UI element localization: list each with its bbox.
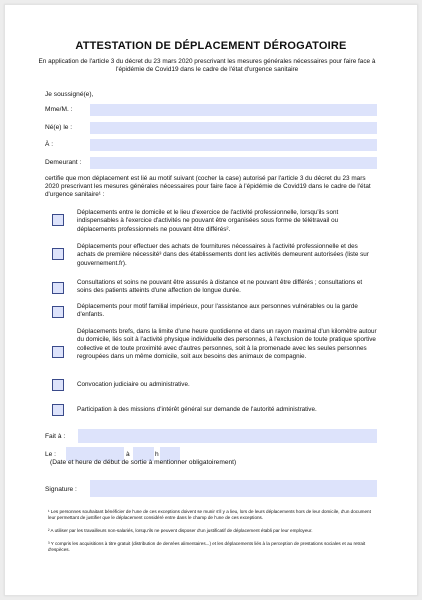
reason-checkbox-2[interactable]	[52, 248, 64, 260]
footnote-3: ³ Y compris les acquisitions à titre gratuit (distribution de denrées alimentaires...) et les déplacements liés à la perception de prestations sociales et au retrait d'espèces.	[48, 541, 366, 552]
name-label: Mme/M. :	[45, 106, 73, 113]
reason-text-2: Déplacements pour effectuer des achats de fournitures nécessaires à l'activité professionnelle et des achats de première nécessité³ dans des établissements dont les activités demeurent autorisées (liste sur gouvernement.fr).	[77, 243, 369, 267]
hour-separator: h	[155, 451, 159, 458]
reason-text-7: Participation à des missions d'intérêt général sur demande de l'autorité administrative.	[77, 406, 317, 413]
signature-label: Signature :	[45, 486, 77, 493]
footnote-1: ¹ Les personnes souhaitant bénéficier de l'une de ces exceptions doivent se munir s'il y a lieu, lors de leurs déplacements hors de leur domicile, d'un document leur permettant de justifier que le déplacement considéré entre dans le champ de l'une de ces exceptions.	[48, 509, 371, 520]
signature-field[interactable]	[90, 480, 377, 497]
name-field[interactable]	[90, 104, 377, 116]
birthdate-field[interactable]	[90, 122, 377, 134]
birthplace-label: À :	[45, 141, 54, 148]
certify-text: certifie que mon déplacement est lié au motif suivant (cocher la case) autorisé par l'article 3 du décret du 23 mars 2020 prescrivant les mesures générales nécessaires pour faire face à l'épidémie de Covid19 dans le cadre de l'état d'urgence sanitaire¹ :	[45, 175, 371, 199]
reason-checkbox-6[interactable]	[52, 379, 64, 391]
date-at-separator: à	[126, 451, 130, 458]
reason-text-4: Déplacements pour motif familial impérieux, pour l'assistance aux personnes vulnérables ou la garde d'enfants.	[77, 303, 358, 319]
reason-text-3: Consultations et soins ne pouvant être assurés à distance et ne pouvant être différés ; consultations et soins des patients atteints d'une affection de longue durée.	[77, 279, 363, 295]
date-note: (Date et heure de début de sortie à mentionner obligatoirement)	[50, 459, 237, 466]
done-at-field[interactable]	[78, 429, 377, 443]
address-label: Demeurant :	[45, 159, 82, 166]
date-label: Le :	[45, 451, 56, 458]
reason-checkbox-7[interactable]	[52, 404, 64, 416]
birthplace-field[interactable]	[90, 139, 377, 151]
address-field[interactable]	[90, 157, 377, 169]
soussigne-text: Je soussigné(e),	[45, 91, 94, 98]
reason-checkbox-5[interactable]	[52, 346, 64, 358]
reason-checkbox-3[interactable]	[52, 282, 64, 294]
reason-text-1: Déplacements entre le domicile et le lieu d'exercice de l'activité professionnelle, lorsqu'ils sont indispensables à l'exercice d'activités ne pouvant être organisées sous forme de télétravail ou déplacements professionnels ne pouvant être différés².	[77, 209, 339, 233]
reason-text-5: Déplacements brefs, dans la limite d'une heure quotidienne et dans un rayon maximal d'un kilomètre autour du domicile, liés soit à l'activité physique individuelle des personnes, à l'exclusion de toute pratique sportive collective et de toute proximité avec d'autres personnes, soit à la promenade avec les seules personnes regroupées dans un même domicile, soit aux besoins des animaux de compagnie.	[77, 328, 377, 360]
done-at-label: Fait à :	[45, 433, 66, 440]
footnote-2: ² A utiliser par les travailleurs non-salariés, lorsqu'ils ne peuvent disposer d'un justificatif de déplacement établi par leur employeur.	[48, 528, 313, 533]
reason-checkbox-4[interactable]	[52, 306, 64, 318]
reason-text-6: Convocation judiciaire ou administrative.	[77, 381, 190, 388]
intro-text: En application de l'article 3 du décret du 23 mars 2020 prescrivant les mesures générales nécessaires pour faire face à l'épidémie de Covid19 dans le cadre de l'état d'urgence sanitaire	[38, 58, 376, 74]
page-title: ATTESTATION DE DÉPLACEMENT DÉROGATOIRE	[75, 40, 347, 52]
reason-checkbox-1[interactable]	[52, 214, 64, 226]
birthdate-label: Né(e) le :	[45, 124, 73, 131]
